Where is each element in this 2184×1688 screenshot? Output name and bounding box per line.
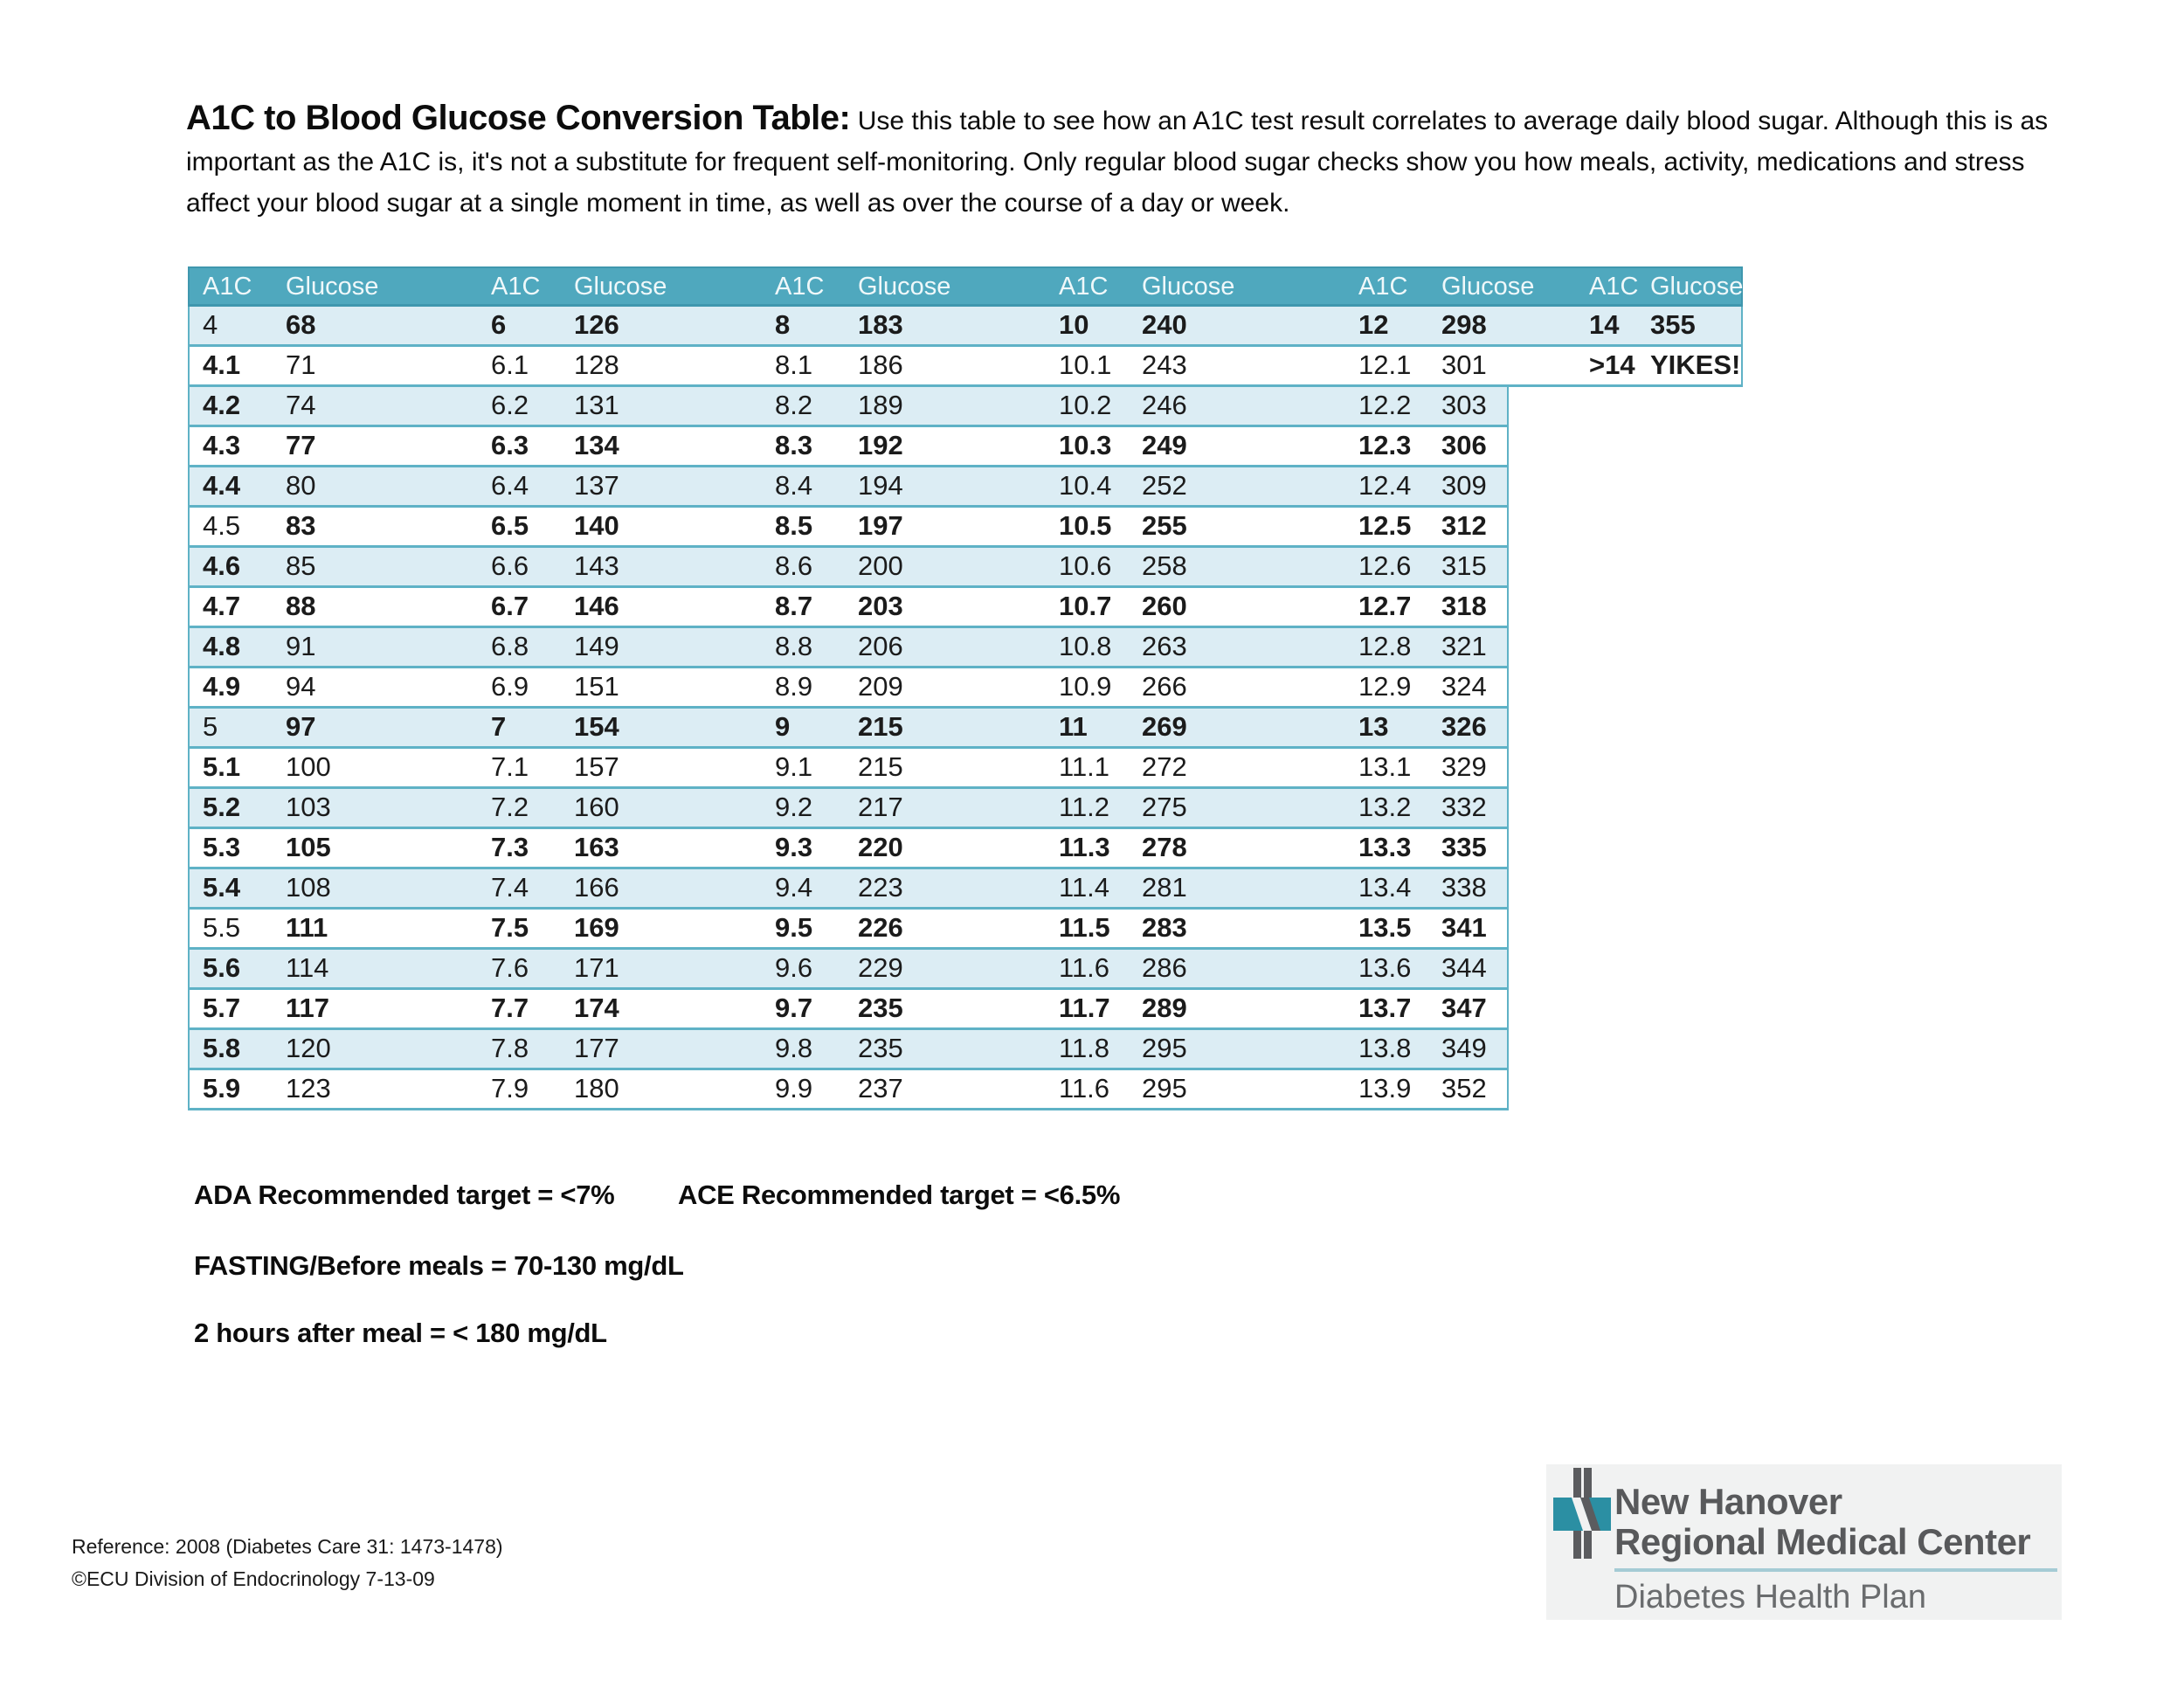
- cell-a1c: 4: [203, 309, 218, 340]
- cell-glucose: 235: [858, 1033, 903, 1063]
- cell-a1c: 13.3: [1358, 832, 1412, 862]
- cell-a1c: 5: [203, 711, 218, 742]
- cell-a1c: 4.1: [203, 349, 241, 380]
- cell-a1c: 9.1: [775, 751, 813, 782]
- header-glucose-label: Glucose: [858, 273, 951, 301]
- cell-a1c: 12.6: [1358, 550, 1412, 581]
- cell-glucose: 183: [858, 309, 903, 340]
- title-heading: A1C to Blood Glucose Conversion Table:: [186, 99, 851, 137]
- logo-subtitle: Diabetes Health Plan: [1614, 1579, 1926, 1615]
- cell-glucose: 166: [574, 872, 619, 903]
- table-header: [188, 266, 1743, 307]
- cell-glucose: 295: [1142, 1033, 1187, 1063]
- logo-name-line2: Regional Medical Center: [1614, 1521, 2031, 1562]
- cell-glucose: 309: [1441, 470, 1487, 501]
- table-row: [188, 789, 1509, 829]
- cell-a1c: 13.2: [1358, 792, 1412, 822]
- table-row: [188, 548, 1509, 588]
- cell-a1c: 9.4: [775, 872, 813, 903]
- cell-glucose: 252: [1142, 470, 1187, 501]
- ace-target-text: ACE Recommended target = <6.5%: [678, 1180, 1121, 1210]
- post-meal-range-text: 2 hours after meal = < 180 mg/dL: [194, 1318, 607, 1348]
- cell-a1c: 12.1: [1358, 349, 1412, 380]
- table-row: [188, 347, 1743, 387]
- cell-a1c: 11.3: [1059, 832, 1110, 862]
- document-title: [186, 98, 2064, 224]
- cell-a1c: 5.6: [203, 952, 241, 983]
- cell-a1c: 4.4: [203, 470, 241, 501]
- cell-a1c: 6.7: [491, 591, 529, 621]
- cell-a1c: 8.3: [775, 430, 813, 460]
- cell-glucose: 286: [1142, 952, 1187, 983]
- cell-a1c: 8: [775, 309, 791, 340]
- cell-a1c: 5.1: [203, 751, 241, 782]
- cell-a1c: 12.9: [1358, 671, 1412, 702]
- cell-a1c: 9.7: [775, 993, 813, 1023]
- header-a1c-label: A1C: [1358, 273, 1408, 301]
- cell-glucose: 235: [858, 993, 903, 1023]
- cell-glucose: YIKES!: [1650, 349, 1741, 380]
- cell-a1c: 7: [491, 711, 507, 742]
- table-row: [188, 307, 1743, 347]
- cell-glucose: 318: [1441, 591, 1487, 621]
- cell-a1c: 5.7: [203, 993, 241, 1023]
- cell-glucose: 174: [574, 993, 619, 1023]
- cell-glucose: 278: [1142, 832, 1187, 862]
- cell-a1c: 4.5: [203, 510, 241, 541]
- cell-glucose: 105: [286, 832, 331, 862]
- cell-a1c: 13.7: [1358, 993, 1412, 1023]
- cell-glucose: 117: [286, 993, 330, 1023]
- cell-glucose: 298: [1441, 309, 1487, 340]
- cell-a1c: 6.1: [491, 349, 529, 380]
- cell-glucose: 341: [1441, 912, 1487, 943]
- cell-glucose: 246: [1142, 390, 1187, 420]
- cell-glucose: 326: [1441, 711, 1487, 742]
- cell-a1c: 9: [775, 711, 791, 742]
- cell-glucose: 329: [1441, 751, 1487, 782]
- cell-glucose: 120: [286, 1033, 331, 1063]
- cell-a1c: 13: [1358, 711, 1389, 742]
- cell-glucose: 344: [1441, 952, 1487, 983]
- cell-a1c: 6: [491, 309, 507, 340]
- cell-a1c: 9.9: [775, 1073, 813, 1103]
- cell-a1c: 6.6: [491, 550, 529, 581]
- cell-glucose: 194: [858, 470, 903, 501]
- cell-a1c: 12.7: [1358, 591, 1412, 621]
- cell-glucose: 68: [286, 309, 316, 340]
- cell-glucose: 186: [858, 349, 903, 380]
- cell-a1c: 6.3: [491, 430, 529, 460]
- cell-a1c: 9.8: [775, 1033, 813, 1063]
- cell-glucose: 111: [286, 912, 328, 943]
- cell-glucose: 266: [1142, 671, 1187, 702]
- cell-glucose: 108: [286, 872, 331, 903]
- header-a1c-label: A1C: [1589, 273, 1639, 301]
- cell-glucose: 123: [286, 1073, 331, 1103]
- title-description: Use this table to see how an A1C test result correlates to average daily blood sugar. Although this is as important as the A1C is, it's not a substitute for frequent self-monitoring. Only regular blood sugar checks show you how meals, activity, medications and stress affect your blood sugar at a single moment in time, as well as over the course of a day or week.: [186, 107, 2049, 218]
- cell-a1c: 13.1: [1358, 751, 1412, 782]
- cell-a1c: 7.4: [491, 872, 529, 903]
- cell-glucose: 289: [1142, 993, 1187, 1023]
- header-a1c-label: A1C: [775, 273, 825, 301]
- cell-a1c: 10.7: [1059, 591, 1112, 621]
- cell-a1c: 8.1: [775, 349, 813, 380]
- cell-a1c: 11.7: [1059, 993, 1110, 1023]
- cell-glucose: 154: [574, 711, 619, 742]
- cell-glucose: 80: [286, 470, 316, 501]
- cell-glucose: 77: [286, 430, 316, 460]
- cell-glucose: 140: [574, 510, 619, 541]
- cell-glucose: 226: [858, 912, 903, 943]
- cell-a1c: 11.5: [1059, 912, 1110, 943]
- cell-a1c: 11.6: [1059, 1073, 1110, 1103]
- header-glucose-label: Glucose: [1650, 273, 1744, 301]
- cell-glucose: 137: [574, 470, 619, 501]
- cell-a1c: 8.8: [775, 631, 813, 661]
- cell-glucose: 295: [1142, 1073, 1187, 1103]
- cell-glucose: 197: [858, 510, 903, 541]
- cell-a1c: 6.2: [491, 390, 529, 420]
- cell-glucose: 258: [1142, 550, 1187, 581]
- cell-glucose: 91: [286, 631, 316, 661]
- cell-glucose: 151: [574, 671, 619, 702]
- cell-a1c: 9.3: [775, 832, 813, 862]
- cell-a1c: 4.7: [203, 591, 241, 621]
- cell-glucose: 324: [1441, 671, 1487, 702]
- cell-glucose: 355: [1650, 309, 1696, 340]
- cell-glucose: 215: [858, 751, 903, 782]
- cell-a1c: 10.3: [1059, 430, 1112, 460]
- cell-glucose: 217: [858, 792, 903, 822]
- cell-glucose: 240: [1142, 309, 1187, 340]
- cell-a1c: 13.9: [1358, 1073, 1412, 1103]
- cell-a1c: 10: [1059, 309, 1089, 340]
- header-a1c-label: A1C: [203, 273, 252, 301]
- table-row: [188, 387, 1509, 427]
- fasting-range-text: FASTING/Before meals = 70-130 mg/dL: [194, 1250, 684, 1281]
- cell-a1c: 8.2: [775, 390, 813, 420]
- cell-a1c: 9.5: [775, 912, 813, 943]
- table-row: [188, 1070, 1509, 1110]
- cell-glucose: 134: [574, 430, 619, 460]
- table-row: [188, 628, 1509, 668]
- cell-glucose: 269: [1142, 711, 1187, 742]
- cell-glucose: 260: [1142, 591, 1187, 621]
- table-row: [188, 910, 1509, 950]
- table-row: [188, 829, 1509, 869]
- cell-a1c: 7.8: [491, 1033, 529, 1063]
- cell-glucose: 88: [286, 591, 316, 621]
- logo-name-line1: New Hanover: [1614, 1481, 1842, 1522]
- cell-a1c: 5.5: [203, 912, 241, 943]
- cell-glucose: 301: [1441, 349, 1487, 380]
- reference-line-1: Reference: 2008 (Diabetes Care 31: 1473-1478): [72, 1535, 503, 1558]
- cell-a1c: >14: [1589, 349, 1635, 380]
- cell-glucose: 128: [574, 349, 619, 380]
- table-row: [188, 508, 1509, 548]
- header-a1c-label: A1C: [1059, 273, 1109, 301]
- cell-glucose: 160: [574, 792, 619, 822]
- table-row: [188, 869, 1509, 910]
- cell-glucose: 237: [858, 1073, 903, 1103]
- cell-glucose: 312: [1441, 510, 1487, 541]
- cell-a1c: 5.8: [203, 1033, 241, 1063]
- cell-a1c: 10.1: [1059, 349, 1112, 380]
- cell-glucose: 272: [1142, 751, 1187, 782]
- cell-glucose: 215: [858, 711, 903, 742]
- cell-a1c: 6.8: [491, 631, 529, 661]
- cell-a1c: 4.9: [203, 671, 241, 702]
- cell-a1c: 5.4: [203, 872, 241, 903]
- table-row: [188, 668, 1509, 709]
- cell-glucose: 209: [858, 671, 903, 702]
- cell-a1c: 7.6: [491, 952, 529, 983]
- cell-a1c: 9.2: [775, 792, 813, 822]
- cell-a1c: 11.6: [1059, 952, 1110, 983]
- cell-glucose: 74: [286, 390, 316, 420]
- cell-glucose: 303: [1441, 390, 1487, 420]
- hospital-cross-icon: [1553, 1468, 1611, 1559]
- cell-a1c: 12.3: [1358, 430, 1412, 460]
- ada-target-text: ADA Recommended target = <7%: [194, 1180, 615, 1210]
- cell-a1c: 12.4: [1358, 470, 1412, 501]
- table-row: [188, 467, 1509, 508]
- cell-a1c: 13.4: [1358, 872, 1412, 903]
- header-glucose-label: Glucose: [286, 273, 379, 301]
- cell-glucose: 189: [858, 390, 903, 420]
- cell-a1c: 11.2: [1059, 792, 1110, 822]
- cell-a1c: 12.8: [1358, 631, 1412, 661]
- header-a1c-label: A1C: [491, 273, 541, 301]
- cell-glucose: 131: [574, 390, 619, 420]
- cell-a1c: 11: [1059, 711, 1088, 742]
- cell-a1c: 7.7: [491, 993, 529, 1023]
- cell-glucose: 83: [286, 510, 316, 541]
- cell-a1c: 12.2: [1358, 390, 1412, 420]
- cell-a1c: 11.8: [1059, 1033, 1110, 1063]
- cell-glucose: 220: [858, 832, 903, 862]
- table-row: [188, 749, 1509, 789]
- hospital-logo: [1546, 1464, 2062, 1620]
- cell-glucose: 126: [574, 309, 619, 340]
- cell-a1c: 4.8: [203, 631, 241, 661]
- cell-glucose: 306: [1441, 430, 1487, 460]
- cell-a1c: 7.1: [491, 751, 529, 782]
- cell-a1c: 8.9: [775, 671, 813, 702]
- reference-block: [72, 1531, 503, 1595]
- cell-a1c: 12: [1358, 309, 1389, 340]
- cell-a1c: 10.9: [1059, 671, 1112, 702]
- cell-glucose: 349: [1441, 1033, 1487, 1063]
- cell-a1c: 7.2: [491, 792, 529, 822]
- header-glucose-label: Glucose: [1142, 273, 1235, 301]
- cell-glucose: 249: [1142, 430, 1187, 460]
- cell-a1c: 6.9: [491, 671, 529, 702]
- cell-glucose: 169: [574, 912, 619, 943]
- cell-a1c: 10.8: [1059, 631, 1112, 661]
- cell-glucose: 149: [574, 631, 619, 661]
- cell-glucose: 338: [1441, 872, 1487, 903]
- cell-a1c: 5.2: [203, 792, 241, 822]
- cell-glucose: 157: [574, 751, 619, 782]
- cell-glucose: 114: [286, 952, 329, 983]
- cell-glucose: 263: [1142, 631, 1187, 661]
- cell-a1c: 7.9: [491, 1073, 529, 1103]
- cell-glucose: 321: [1441, 631, 1487, 661]
- cell-glucose: 94: [286, 671, 316, 702]
- cell-glucose: 171: [574, 952, 619, 983]
- table-row: [188, 588, 1509, 628]
- cell-a1c: 6.5: [491, 510, 529, 541]
- cell-glucose: 347: [1441, 993, 1487, 1023]
- cell-glucose: 229: [858, 952, 903, 983]
- cell-a1c: 11.1: [1059, 751, 1110, 782]
- cell-glucose: 332: [1441, 792, 1487, 822]
- cell-a1c: 10.2: [1059, 390, 1112, 420]
- cell-glucose: 97: [286, 711, 316, 742]
- cell-a1c: 12.5: [1358, 510, 1412, 541]
- header-glucose-label: Glucose: [574, 273, 667, 301]
- cell-glucose: 103: [286, 792, 331, 822]
- table-row: [188, 1030, 1509, 1070]
- cell-glucose: 200: [858, 550, 903, 581]
- header-glucose-label: Glucose: [1441, 273, 1535, 301]
- cell-glucose: 206: [858, 631, 903, 661]
- cell-glucose: 203: [858, 591, 903, 621]
- cell-glucose: 192: [858, 430, 903, 460]
- cell-glucose: 281: [1142, 872, 1187, 903]
- cell-a1c: 10.5: [1059, 510, 1112, 541]
- table-row: [188, 709, 1509, 749]
- cell-glucose: 143: [574, 550, 619, 581]
- cell-a1c: 5.9: [203, 1073, 241, 1103]
- cell-a1c: 4.2: [203, 390, 241, 420]
- cell-glucose: 335: [1441, 832, 1487, 862]
- logo-text: [1614, 1482, 2058, 1562]
- cell-glucose: 315: [1441, 550, 1487, 581]
- cell-glucose: 223: [858, 872, 903, 903]
- cell-a1c: 13.5: [1358, 912, 1412, 943]
- cell-a1c: 4.6: [203, 550, 241, 581]
- cell-a1c: 10.6: [1059, 550, 1112, 581]
- cell-a1c: 7.3: [491, 832, 529, 862]
- cell-glucose: 177: [574, 1033, 619, 1063]
- table-row: [188, 950, 1509, 990]
- cell-glucose: 163: [574, 832, 619, 862]
- cell-glucose: 71: [286, 349, 316, 380]
- cell-glucose: 283: [1142, 912, 1187, 943]
- logo-divider: [1614, 1568, 2057, 1572]
- cell-a1c: 4.3: [203, 430, 241, 460]
- cell-a1c: 11.4: [1059, 872, 1110, 903]
- cell-glucose: 180: [574, 1073, 619, 1103]
- table-row: [188, 990, 1509, 1030]
- cell-a1c: 5.3: [203, 832, 241, 862]
- cell-a1c: 14: [1589, 309, 1620, 340]
- cell-a1c: 13.8: [1358, 1033, 1412, 1063]
- cell-glucose: 243: [1142, 349, 1187, 380]
- cell-a1c: 6.4: [491, 470, 529, 501]
- cell-glucose: 100: [286, 751, 331, 782]
- table-row: [188, 427, 1509, 467]
- reference-line-2: ©ECU Division of Endocrinology 7-13-09: [72, 1567, 435, 1590]
- cell-a1c: 8.5: [775, 510, 813, 541]
- cell-glucose: 352: [1441, 1073, 1487, 1103]
- cell-a1c: 10.4: [1059, 470, 1112, 501]
- cell-glucose: 146: [574, 591, 619, 621]
- cell-a1c: 8.7: [775, 591, 813, 621]
- cell-a1c: 7.5: [491, 912, 529, 943]
- cell-a1c: 8.4: [775, 470, 813, 501]
- cell-glucose: 275: [1142, 792, 1187, 822]
- cell-a1c: 9.6: [775, 952, 813, 983]
- cell-glucose: 255: [1142, 510, 1187, 541]
- cell-glucose: 85: [286, 550, 316, 581]
- cell-a1c: 13.6: [1358, 952, 1412, 983]
- cell-a1c: 8.6: [775, 550, 813, 581]
